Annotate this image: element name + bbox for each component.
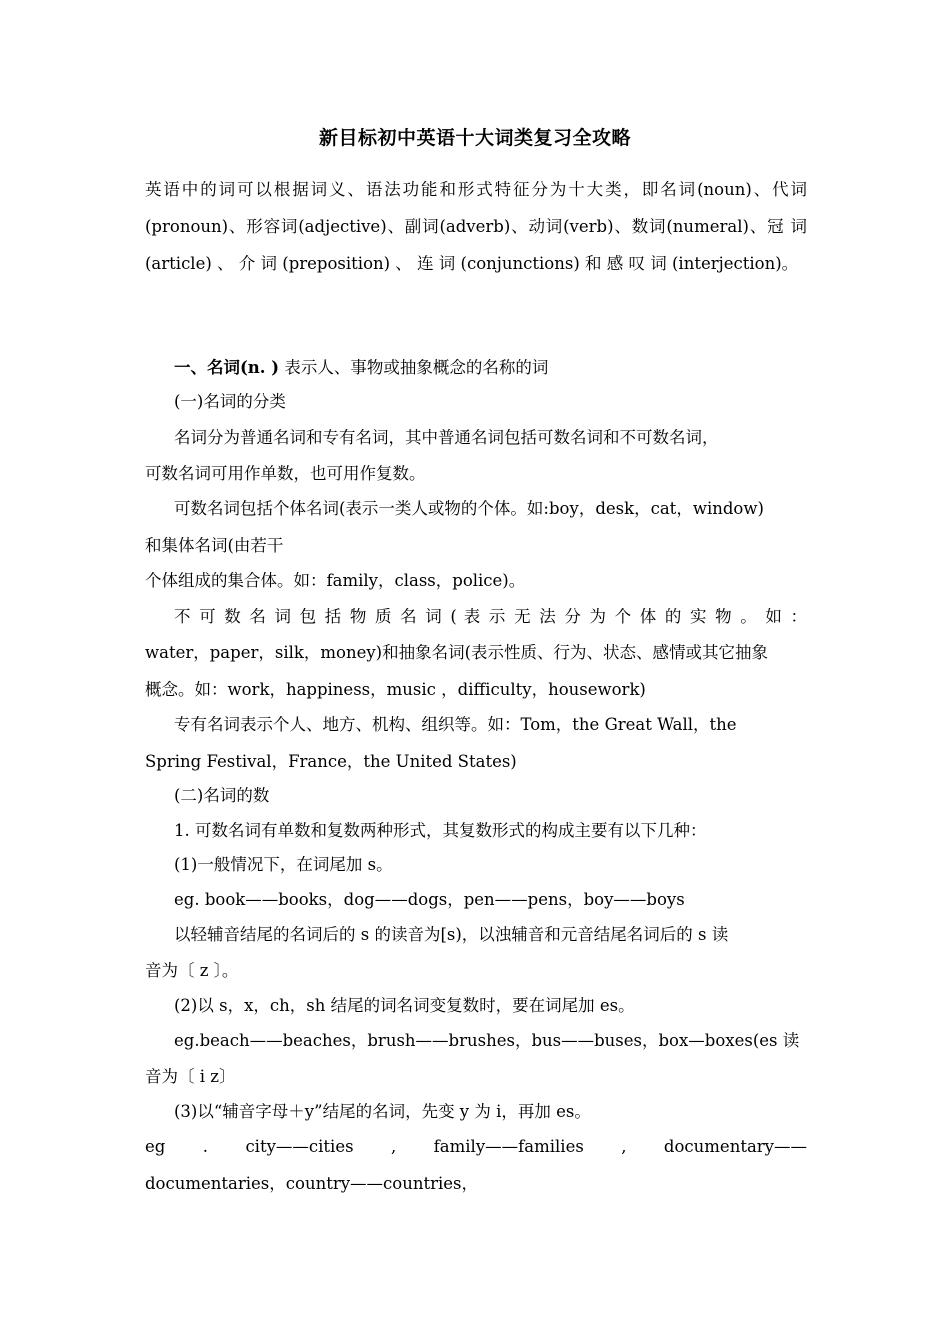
rule-line: 1. 可数名词有单数和复数两种形式，其复数形式的构成主要有以下几种：: [174, 821, 707, 840]
example-line: eg. book——books，dog——dogs，pen——pens，boy——boys: [174, 890, 685, 909]
paragraph-line: 概念。如：work，happiness，music ，difficulty，housework): [145, 680, 646, 699]
paragraph-line: 名词分为普通名词和专有名词，其中普通名词包括可数名词和不可数名词，: [174, 428, 719, 447]
subheading-classification: (一)名词的分类: [174, 392, 286, 411]
section-heading-label: 一、名词(n. ): [174, 358, 280, 377]
paragraph-line: 音为〔 i z〕: [145, 1067, 236, 1086]
section-heading-noun: [174, 354, 807, 382]
paragraph-line: 以轻辅音结尾的名词后的 s 的读音为[s)，以浊辅音和元音结尾名词后的 s 读: [174, 925, 729, 944]
paragraph-line: 可数名词可用作单数，也可用作复数。: [145, 464, 426, 483]
document-title: 新目标初中英语十大词类复习全攻略: [318, 127, 631, 149]
example-line: eg . city——cities , family——families , documentary——: [145, 1137, 807, 1156]
paragraph-line: 个体组成的集合体。如：family，class，police)。: [145, 571, 526, 590]
paragraph-line: water，paper，silk，money)和抽象名词(表示性质、行为、状态、感情或其它抽象: [145, 643, 769, 662]
paragraph-line: Spring Festival，France，the United States): [145, 752, 517, 771]
section-heading-description: 表示人、事物或抽象概念的名称的词: [279, 358, 549, 377]
paragraph-line: 音为〔 z 〕。: [145, 961, 239, 980]
rule-line: (3)以“辅音字母＋y”结尾的名词，先变 y 为 i，再加 es。: [174, 1102, 591, 1121]
paragraph-line: 和集体名词(由若干: [145, 536, 284, 555]
example-line: eg.beach——beaches，brush——brushes，bus——buses，box—boxes(es 读: [174, 1031, 800, 1050]
rule-line: (2)以 s，x，ch，sh 结尾的词名词变复数时，要在词尾加 es。: [174, 996, 635, 1015]
paragraph-line: 专有名词表示个人、地方、机构、组织等。如：Tom，the Great Wall，the: [174, 715, 737, 734]
paragraph-line: 不 可 数 名 词 包 括 物 质 名 词 ( 表 示 无 法 分 为 个 体 的 实 物 。 如 ：: [174, 607, 807, 626]
example-line: documentaries，country——countries，: [145, 1174, 478, 1193]
subheading-number: (二)名词的数: [174, 786, 270, 805]
intro-paragraph: 英语中的词可以根据词义、语法功能和形式特征分为十大类，即名词(noun)、代词(pronoun)、形容词(adjective)、副词(adverb)、动词(verb)、数词(numeral)、冠 词 (article) 、 介 词 (preposition) 、 连 词 (conjunctions) 和 感 叹 词 (interjection)。: [145, 180, 807, 273]
rule-line: (1)一般情况下，在词尾加 s。: [174, 855, 393, 874]
paragraph-line: 可数名词包括个体名词(表示一类人或物的个体。如:boy，desk，cat，window): [174, 499, 764, 518]
